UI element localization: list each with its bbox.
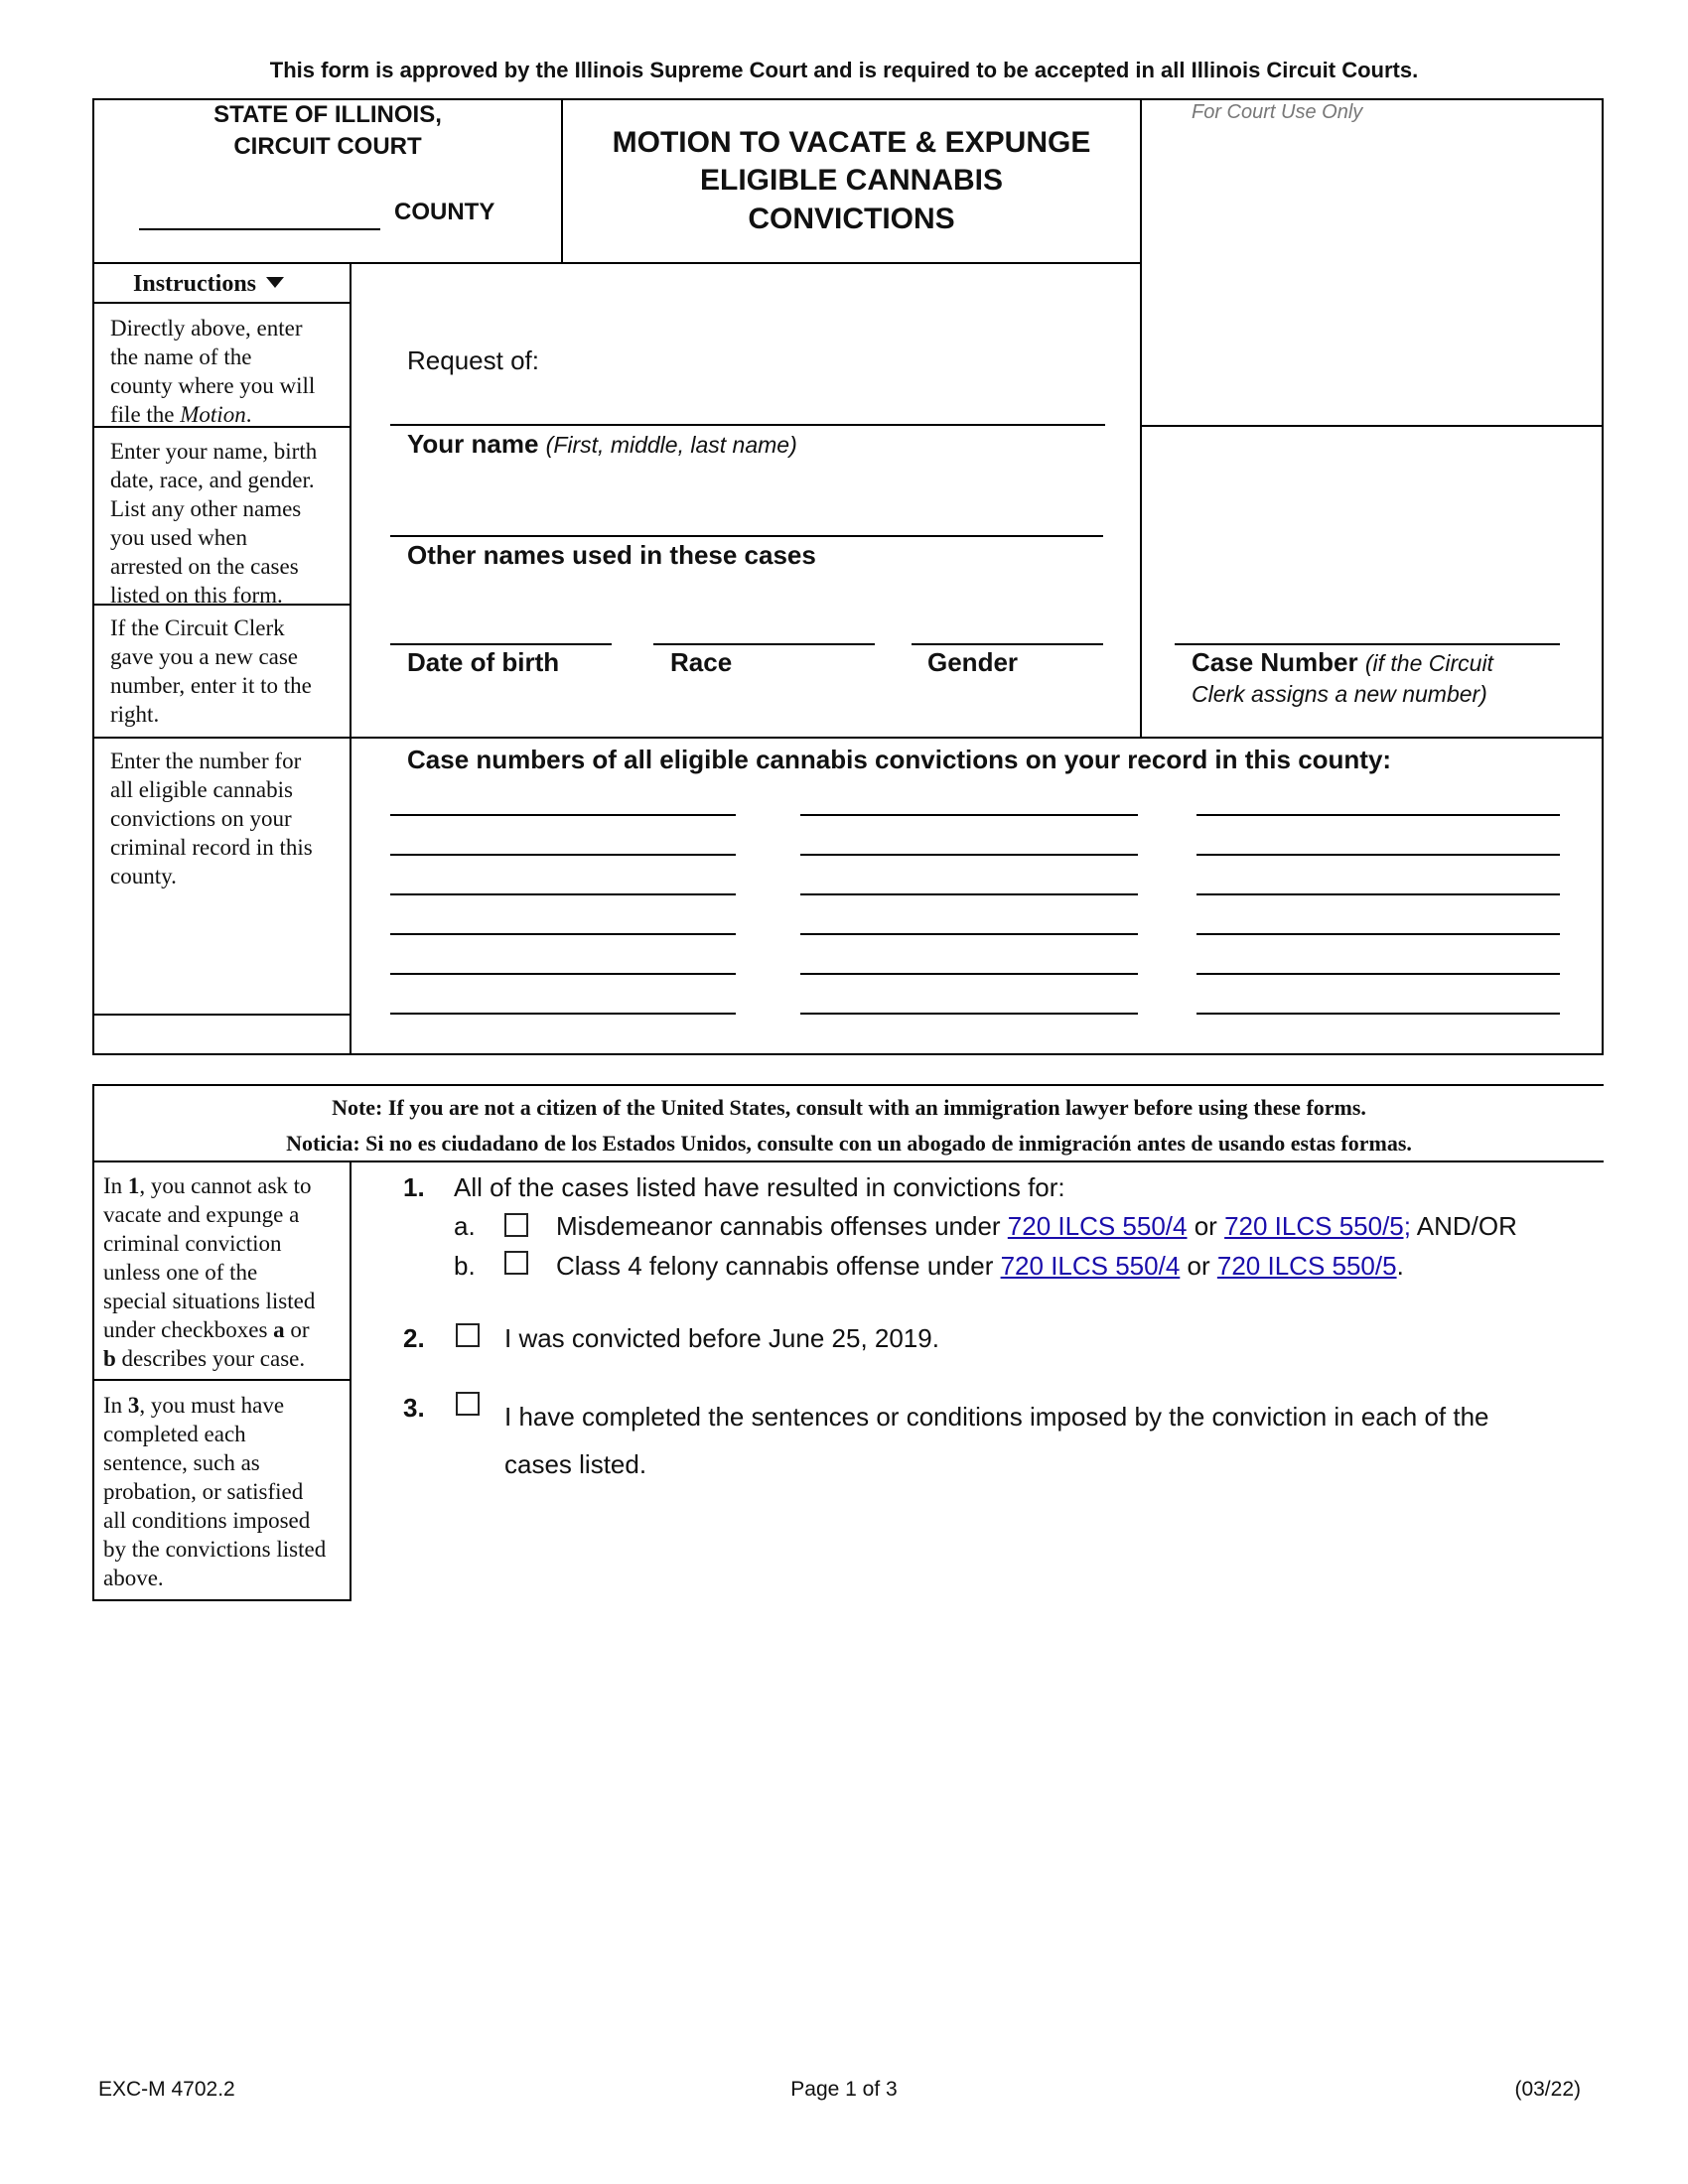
instruction-case-number: If the Circuit Clerk gave you a new case number, enter it to the right. — [110, 615, 312, 727]
checkbox-1b[interactable] — [504, 1251, 528, 1275]
other-names-label: Other names used in these cases — [407, 540, 816, 570]
case-number-label: Case Number (if the Circuit Clerk assigns a new number) — [1192, 647, 1493, 707]
case-line[interactable] — [1196, 814, 1560, 816]
item-1b-text: Class 4 felony cannabis offense under 720 ILCS 550/4 or 720 ILCS 550/5. — [556, 1251, 1404, 1281]
court-name: CIRCUIT COURT — [233, 133, 422, 160]
county-label: COUNTY — [394, 199, 495, 225]
instructions-label: Instructions — [133, 271, 257, 297]
race-label: Race — [670, 647, 733, 677]
case-line[interactable] — [390, 854, 736, 856]
form-title-line3: CONVICTIONS — [748, 203, 955, 235]
approval-note: This form is approved by the Illinois Supreme Court and is required to be accepted in all Illinois Circuit Courts. — [269, 58, 1419, 82]
form-date: (03/22) — [1514, 2078, 1581, 2101]
case-line[interactable] — [390, 1013, 736, 1015]
checkbox-1a[interactable] — [504, 1213, 528, 1237]
case-line[interactable] — [390, 933, 736, 935]
race-field[interactable] — [653, 643, 875, 645]
court-state: STATE OF ILLINOIS, — [213, 101, 442, 128]
checkbox-2[interactable] — [456, 1323, 480, 1347]
case-line[interactable] — [390, 814, 736, 816]
case-line[interactable] — [800, 893, 1138, 895]
item-3-number: 3. — [403, 1393, 425, 1423]
notice-spanish: Noticia: Si no es ciudadano de los Estados Unidos, consulte con un abogado de inmigración antes de usando estas formas. — [286, 1131, 1412, 1156]
case-line[interactable] — [1196, 1013, 1560, 1015]
other-names-field[interactable] — [390, 535, 1103, 537]
case-line[interactable] — [1196, 973, 1560, 975]
page-number: Page 1 of 3 — [790, 2078, 898, 2101]
case-line[interactable] — [390, 973, 736, 975]
link-720-ilcs-550-4[interactable]: 720 ILCS 550/4 — [1000, 1251, 1181, 1281]
gender-field[interactable] — [912, 643, 1103, 645]
item-1a-text: Misdemeanor cannabis offenses under 720 ILCS 550/4 or 720 ILCS 550/5; AND/OR — [556, 1211, 1517, 1241]
dob-label: Date of birth — [407, 647, 560, 677]
case-line[interactable] — [800, 854, 1138, 856]
form-title-line1: MOTION TO VACATE & EXPUNGE — [612, 126, 1091, 159]
case-line[interactable] — [1196, 893, 1560, 895]
form-code: EXC-M 4702.2 — [98, 2078, 235, 2101]
item-1-text: All of the cases listed have resulted in convictions for: — [454, 1172, 1065, 1202]
county-field[interactable] — [139, 228, 380, 230]
instruction-county: Directly above, enter the name of the county where you will file the Motion. — [110, 316, 316, 427]
link-720-ilcs-550-5[interactable]: 720 ILCS 550/5; — [1224, 1211, 1411, 1241]
form-title-line2: ELIGIBLE CANNABIS — [699, 164, 1003, 197]
case-line[interactable] — [1196, 933, 1560, 935]
dob-field[interactable] — [390, 643, 612, 645]
item-1b-label: b. — [454, 1251, 476, 1281]
notice-english: Note: If you are not a citizen of the United States, consult with an immigration lawyer before using these forms. — [332, 1095, 1366, 1120]
instruction-item-3: In 3, you must have completed each sentence, such as probation, or satisfied all conditions imposed by the convictions listed above. — [103, 1393, 327, 1590]
caret-down-icon — [266, 277, 284, 288]
case-number-field[interactable] — [1175, 643, 1560, 645]
item-2-text: I was convicted before June 25, 2019. — [504, 1323, 939, 1353]
item-3-text: I have completed the sentences or conditions imposed by the conviction in each of the cases listed. — [504, 1402, 1489, 1479]
case-line[interactable] — [800, 973, 1138, 975]
item-2-number: 2. — [403, 1323, 425, 1353]
request-of-label: Request of: — [407, 345, 539, 375]
case-line[interactable] — [1196, 854, 1560, 856]
item-1-number: 1. — [403, 1172, 425, 1202]
instructions-header — [133, 271, 284, 298]
case-numbers-heading: Case numbers of all eligible cannabis convictions on your record in this county: — [407, 745, 1392, 774]
your-name-label: Your name (First, middle, last name) — [407, 429, 797, 459]
instruction-item-1: In 1, you cannot ask to vacate and expunge a criminal conviction unless one of the special situations listed under checkboxes a or b describes your case. — [103, 1173, 316, 1371]
case-line[interactable] — [800, 814, 1138, 816]
link-720-ilcs-550-4[interactable]: 720 ILCS 550/4 — [1007, 1211, 1188, 1241]
item-1a-label: a. — [454, 1211, 476, 1241]
link-720-ilcs-550-5[interactable]: 720 ILCS 550/5 — [1216, 1251, 1397, 1281]
your-name-field[interactable] — [390, 424, 1105, 426]
case-line[interactable] — [800, 933, 1138, 935]
checkbox-3[interactable] — [456, 1392, 480, 1416]
instruction-name: Enter your name, birth date, race, and gender. List any other names you used when arrested on the cases listed on this form. — [110, 439, 318, 608]
case-line[interactable] — [390, 893, 736, 895]
gender-label: Gender — [927, 647, 1019, 677]
instruction-case-list: Enter the number for all eligible cannabis convictions on your criminal record in this county. — [110, 749, 313, 888]
court-use-label: For Court Use Only — [1192, 101, 1363, 123]
case-line[interactable] — [800, 1013, 1138, 1015]
